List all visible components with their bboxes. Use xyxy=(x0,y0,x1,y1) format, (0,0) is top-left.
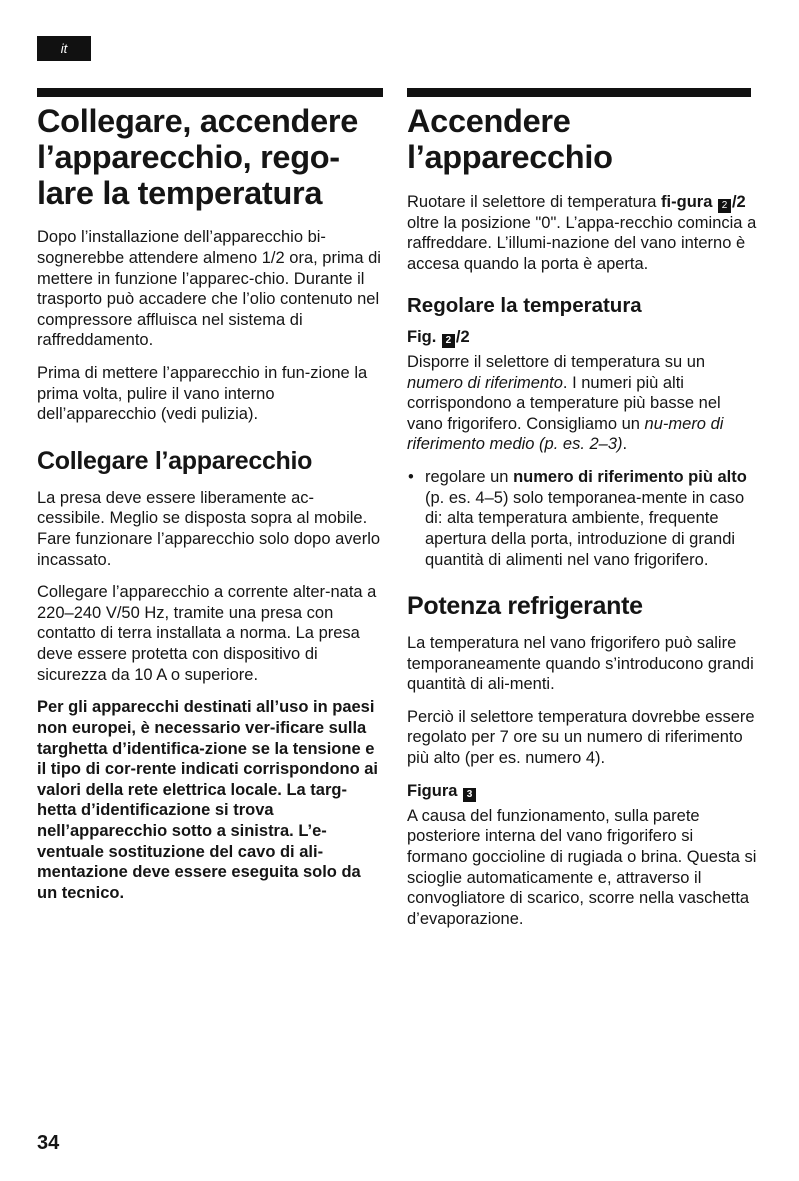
figure-badge: 2 xyxy=(718,199,731,213)
language-tab: it xyxy=(37,36,91,61)
figure-ref: Figura 3 xyxy=(407,781,757,802)
temperature-paragraph: Disporre il selettore di temperatura su un numero di riferimento. I numeri più alti corrispondono a temperature più basse nel vano frigorifero. Consigliamo un nu-mero di riferimento medio (p. es. 2–3). xyxy=(407,352,724,454)
power-heading: Potenza refrigerante xyxy=(407,592,643,621)
power-paragraph-3: A causa del funzionamento, sulla parete posteriore interna del vano frigorifero si formano goccioline di rugiada o brina. Questa si scioglie automaticamente e, attraverso il convogliatore di scarico, scorre nella vaschetta d’evaporazione. xyxy=(407,806,757,928)
right-header-rule xyxy=(407,88,751,97)
power-paragraph-2: Perciò il selettore temperatura dovrebbe essere regolato per 7 ore su un numero di riferimento più alto (per es. numero 4). xyxy=(407,707,755,768)
left-title: Collegare, accendere l’apparecchio, rego-lare la temperatura xyxy=(37,103,358,211)
switch-on-paragraph: Ruotare il selettore di temperatura fi-gura 2 /2 oltre la posizione "0". L’appa-recchio comincia a raffreddare. L’illumi-nazione del vano interno è accesa quando la porta è aperta. xyxy=(407,192,757,273)
list-item: • regolare un numero di riferimento più alto (p. es. 4–5) solo temporanea-mente in caso di: alta temperatura ambiente, frequente apertura della porta, introduzione di grandi quantità di alimenti nel vano frigorifero. xyxy=(425,467,757,570)
right-column xyxy=(407,104,757,941)
left-column xyxy=(37,104,381,916)
power-paragraph-1: La temperatura nel vano frigorifero può salire temporaneamente quando s’introducono grandi quantità di ali-menti. xyxy=(407,633,754,694)
connect-paragraph-2: Collegare l’apparecchio a corrente alter-nata a 220–240 V/50 Hz, tramite una presa con contatto di terra installata a norma. La presa deve essere protetta con dispositivo di sicurezza da 10 A o superiore. xyxy=(37,583,377,684)
figure-badge: 2 xyxy=(442,334,455,348)
temperature-bullet-list xyxy=(407,467,757,570)
temperature-figure-ref: Fig. 2 /2 xyxy=(407,327,470,346)
connect-warning: Per gli apparecchi destinati all’uso in paesi non europei, è necessario ver-ificare sulla targhetta d’identifica-zione se la tensione e il tipo di cor-rente indicati corrispondono ai valori della rete elettrica locale. La targ-hetta d’identificazione si trova nell’apparecchio sotto a sinistra. L’e-ventuale sostituzione del cavo di ali-mentazione deve essere eseguita solo da un tecnico. xyxy=(37,698,379,902)
left-header-rule xyxy=(37,88,383,97)
page-number: 34 xyxy=(37,1132,60,1154)
connect-paragraph-1: La presa deve essere liberamente ac-cessibile. Meglio se disposta sopra al mobile. Fare funzionare l’apparecchio solo dopo averlo incassato. xyxy=(37,488,381,569)
right-title: Accendere l’apparecchio xyxy=(407,103,613,175)
temperature-heading: Regolare la temperatura xyxy=(407,294,642,318)
intro-paragraph-2: Prima di mettere l’apparecchio in fun-zione la prima volta, pulire il vano interno dell’apparecchio (vedi pulizia). xyxy=(37,364,368,424)
intro-paragraph-1: Dopo l’installazione dell’apparecchio bi-sognerebbe attendere almeno 1/2 ora, prima di mettere in funzione l’apparec-chio. Durante il trasporto può accadere che l’olio contenuto nel compressore affluisca nel sistema di raffreddamento. xyxy=(37,228,381,350)
connect-heading: Collegare l’apparecchio xyxy=(37,446,313,475)
figure-badge: 3 xyxy=(463,788,476,802)
